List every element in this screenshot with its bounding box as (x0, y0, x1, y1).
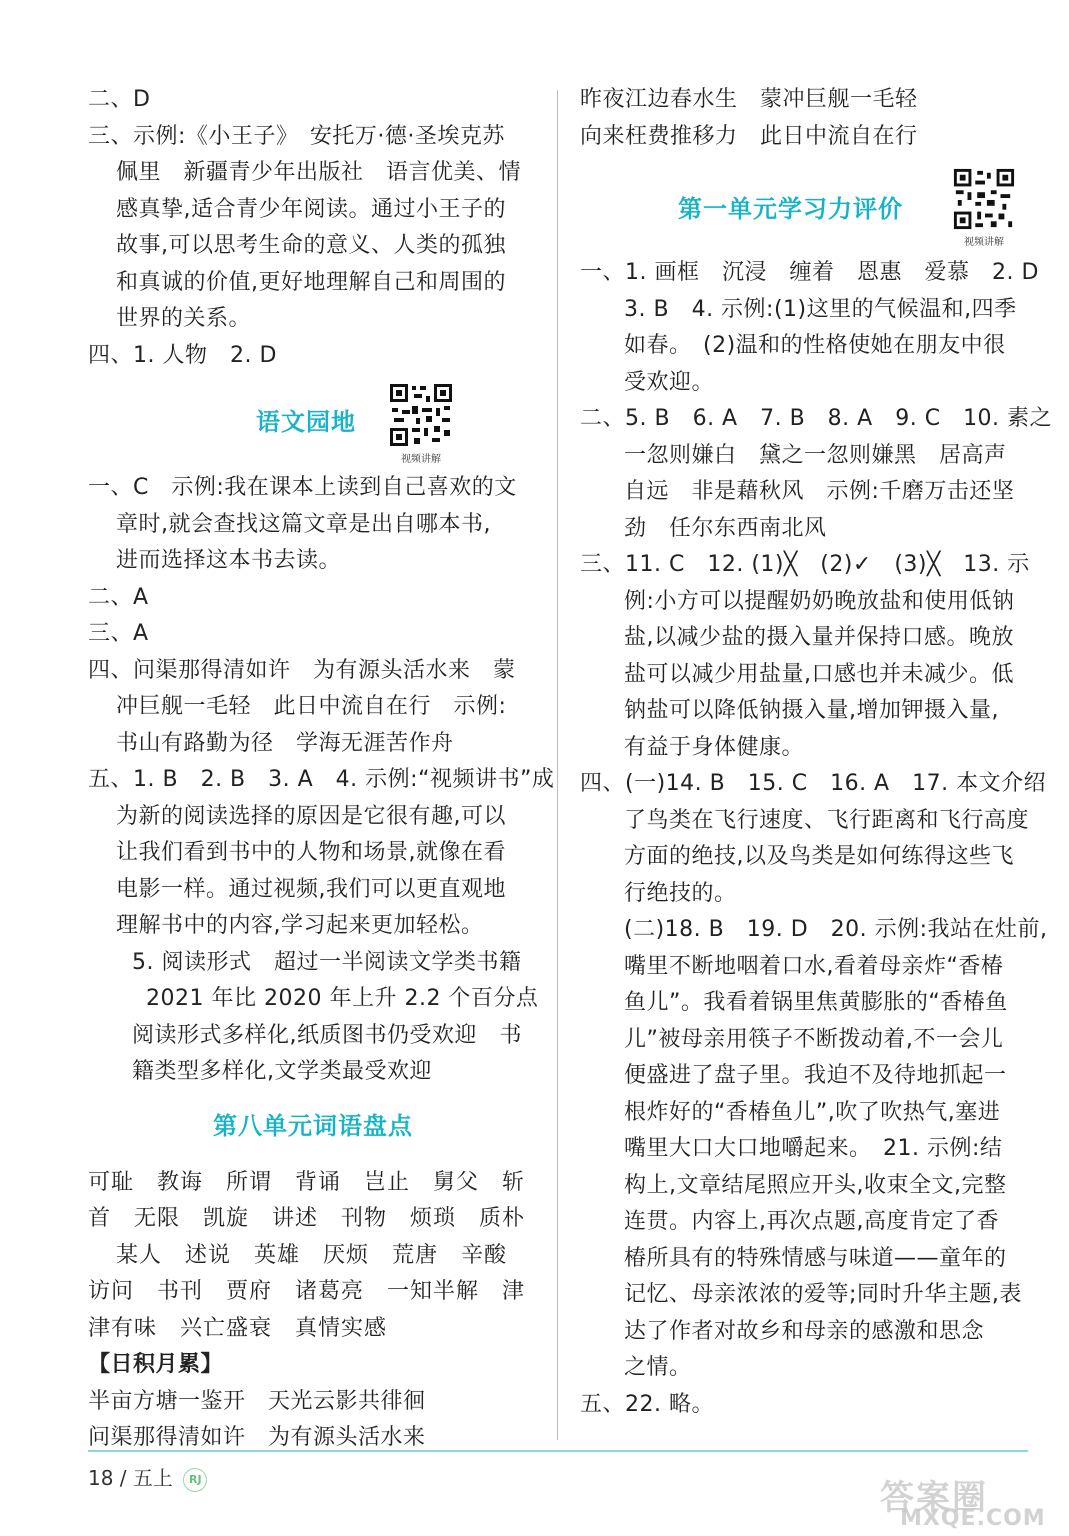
answer-line: 便盛进了盘子里。我迫不及待地抓起一 (624, 1063, 1007, 1088)
answer-line: 故事,可以思考生命的意义、人类的孤独 (116, 233, 506, 258)
page-number: 18 / 五上 (88, 1466, 173, 1490)
answer-line: 2021 年比 2020 年上升 2.2 个百分点 (146, 986, 539, 1011)
column-divider (557, 90, 558, 1440)
poem-line: 昨夜江边春水生 蒙冲巨舰一毛轻 (580, 87, 918, 112)
answer-line: 世界的关系。 (116, 306, 252, 331)
answer-line: 例:小方可以提醒奶奶晚放盐和使用低钠 (624, 588, 1015, 614)
poem-line: 半亩方塘一鉴开 天光云影共徘徊 (88, 1388, 426, 1414)
answer-line: 阅读形式多样化,纸质图书仍受欢迎 书 (132, 1022, 522, 1048)
answer-line: 四、(一)14. B 15. C 16. A 17. 本文介绍 (580, 771, 1047, 796)
qr-code-icon[interactable] (952, 167, 1016, 248)
section-title: 第一单元学习力评价 (678, 195, 903, 223)
answer-line: 书山有路勤为径 学海无涯苦作舟 (116, 730, 454, 756)
answer-line: 籍类型多样化,文学类最受欢迎 (132, 1059, 432, 1084)
answer-line: 连贯。内容上,再次点题,高度肯定了香 (624, 1209, 999, 1234)
answer-line: 嘴里不断地咽着口水,看着母亲炸“香椿 (624, 953, 1004, 979)
answer-line: 一忽则嫌白 黛之一忽则嫌黑 居高声 (624, 442, 1007, 468)
qr-caption: 视频讲解 (964, 237, 1004, 248)
watermark-logo: 答案圈 (880, 1478, 988, 1518)
answers-block-1 (88, 82, 538, 374)
answer-line: 椿所具有的特殊情感与味道——童年的 (624, 1245, 1007, 1271)
answer-line: 二、D (88, 87, 151, 112)
answer-line: 四、1. 人物 2. D (88, 342, 277, 368)
answer-line: 三、11. C 12. (1)╳ (2)✓ (3)╳ 13. 示 (580, 552, 1030, 577)
answer-line: 盐可以减少用盐量,口感也并未减少。低 (624, 661, 1014, 687)
answer-line: 自远 非是藉秋风 示例:千磨万击还坚 (624, 479, 1015, 504)
word-line: 津有味 兴亡盛衰 真情实感 (88, 1315, 388, 1341)
answer-line: 达了作者对故乡和母亲的感激和思念 (624, 1318, 985, 1344)
answer-line: 电影一样。通过视频,我们可以更直观地 (116, 876, 506, 902)
answer-line: 了鸟类在飞行速度、飞行距离和飞行高度 (624, 807, 1030, 833)
word-line: 首 无限 凯旋 讲述 刊物 烦琐 质朴 (88, 1206, 526, 1231)
answer-line: 有益于身体健康。 (624, 734, 805, 760)
answer-line: 四、问渠那得清如许 为有源头活水来 蒙 (88, 657, 516, 683)
answer-line: 钠盐可以降低钠摄入量,增加钾摄入量, (624, 698, 999, 723)
answer-line: 方面的绝技,以及鸟类是如何练得这些飞 (624, 844, 1014, 869)
answer-line: 如春。 (2)温和的性格使她在朋友中很 (624, 333, 1006, 358)
answer-line: 5. 阅读形式 超过一半阅读文学类书籍 (132, 949, 522, 975)
answer-line: 二、5. B 6. A 7. B 8. A 9. C 10. 素之 (580, 406, 1053, 431)
right-column (580, 82, 1053, 1423)
qr-code-icon[interactable] (388, 382, 454, 465)
answer-line: 行绝技的。 (624, 880, 737, 906)
daily-title: 【日积月累】 (88, 1352, 224, 1377)
answer-line: 理解书中的内容,学习起来更加轻松。 (116, 913, 484, 938)
answer-line: 五、1. B 2. B 3. A 4. 示例:“视频讲书”成 (88, 767, 555, 792)
answer-line: 一、1. 画框 沉浸 缠着 恩惠 爱慕 2. D (580, 260, 1039, 285)
words-title: 第八单元词语盘点 (213, 1111, 413, 1140)
answer-line: 受欢迎。 (624, 369, 715, 395)
section-title: 语文园地 (256, 408, 356, 436)
answer-line: 嘴里大口大口地嚼起来。 21. 示例:结 (624, 1136, 1003, 1161)
answer-line: 三、A (88, 621, 149, 646)
answer-line: 构上,文章结尾照应开头,收束全文,完整 (624, 1172, 1007, 1198)
qr-caption: 视频讲解 (401, 454, 441, 465)
answers-block-2 (88, 470, 555, 1091)
answer-line: 根炸好的“香椿鱼儿”,吹了吹热气,塞进 (624, 1099, 1001, 1125)
watermark-url: MXQE.COM (900, 1506, 1046, 1531)
unit-header (580, 155, 1030, 255)
unit-answers (580, 255, 1053, 1423)
answer-line: 鱼儿”。我看着锅里焦黄膨胀的“香椿鱼 (624, 990, 1008, 1015)
answer-line: 进而选择这本书去读。 (116, 548, 342, 573)
word-line: 可耻 教诲 所谓 背诵 岂止 舅父 斩 (88, 1169, 526, 1195)
answer-line: 儿”被母亲用筷子不断拨动着,不一会儿 (624, 1026, 1004, 1052)
answer-line: 3. B 4. 示例:(1)这里的气候温和,四季 (624, 296, 1017, 322)
answer-line: 劲 任尔东西南北风 (624, 515, 827, 541)
answer-line: 三、示例:《小王子》 安托万·德·圣埃克苏 (88, 123, 505, 149)
word-list (88, 1165, 538, 1348)
answer-line: 盐,以减少盐的摄入量并保持口感。晚放 (624, 625, 1014, 650)
answer-line: 感真挚,适合青少年阅读。通过小王子的 (116, 196, 506, 222)
garden-header (88, 374, 538, 470)
word-line: 访问 书刊 贾府 诸葛亮 一知半解 津 (88, 1279, 526, 1304)
poem-line: 向来枉费推移力 此日中流自在行 (580, 123, 918, 149)
word-line: 某人 述说 英雄 厌烦 荒唐 辛酸 (116, 1242, 508, 1268)
poem-line: 问渠那得清如许 为有源头活水来 (88, 1425, 426, 1450)
edition-badge: RJ (183, 1468, 207, 1492)
answer-line: 章时,就会查找这篇文章是出自哪本书, (116, 511, 491, 537)
answer-line: 五、22. 略。 (580, 1391, 714, 1417)
answer-line: 让我们看到书中的人物和场景,就像在看 (116, 840, 506, 865)
answer-line: (二)18. B 19. D 20. 示例:我站在灶前, (624, 917, 1048, 942)
answer-line: 为新的阅读选择的原因是它很有趣,可以 (116, 803, 506, 829)
footer-divider (88, 1450, 1028, 1452)
answer-line: 一、C 示例:我在课本上读到自己喜欢的文 (88, 475, 517, 500)
answer-line: 佩里 新疆青少年出版社 语言优美、情 (116, 160, 522, 185)
page-footer (88, 1462, 207, 1492)
answer-line: 和真诚的价值,更好地理解自己和周围的 (116, 269, 506, 295)
answer-line: 二、A (88, 584, 149, 610)
answer-line: 之情。 (624, 1355, 692, 1380)
left-column (88, 82, 555, 1457)
answer-line: 冲巨舰一毛轻 此日中流自在行 示例: (116, 694, 507, 719)
answer-line: 记忆、母亲浓浓的爱等;同时升华主题,表 (624, 1282, 1022, 1307)
